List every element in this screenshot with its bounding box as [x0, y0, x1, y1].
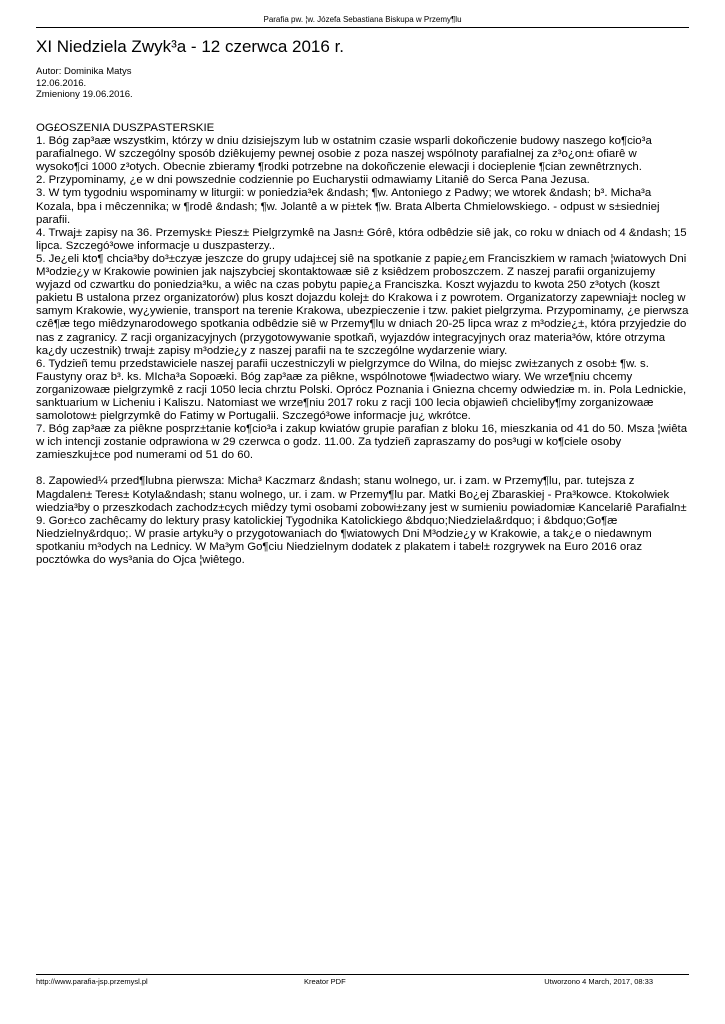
modified-line: Zmieniony 19.06.2016.	[36, 89, 133, 100]
paragraph-gap	[36, 462, 689, 475]
page-title: XI Niedziela Zwyk³a - 12 czerwca 2016 r.	[36, 37, 345, 56]
announcement-item-7: 7. Bóg zap³aæ za piêkne posprz±tanie ko¶cio³a i zakup kwiatów grupie parafian z bloku 16, mieszkania od 41 do 50. Msza ¦wiêta w ich intencji zostanie odprawiona w 29 czerwca o godz. 11.00. Za tydzieñ zapraszamy do pos³ugi w ko¶ciele osoby zamieszkuj±ce pod numerami od 51 do 60.	[36, 423, 688, 462]
announcement-item-8: 8. Zapowied¼ przed¶lubna pierwsza: Micha³ Kaczmarz &ndash; stanu wolnego, ur. i zam. w Przemy¶lu, par. tutejsza z Magdalen± Teres± Kotyla&ndash; stanu wolnego, ur. i zam. w Przemy¶lu par. Matki Bo¿ej Zbaraskiej - Pra³kowce. Ktokolwiek wiedzia³by o przeszkodach zachodz±cych miêdzy tymi osobami zobowi±zany jest w sumieniu powiadomiæ Kancelariê Parafialn±	[36, 475, 687, 514]
announcement-item-3: 3. W tym tygodniu wspominamy w liturgii: w poniedzia³ek &ndash; ¶w. Antoniego z Padwy; we wtorek &ndash; b³. Micha³a Kozala, bpa i mêczennika; w ¶rodê &ndash; ¶w. Jolantê a w pi±tek ¶w. Brata Alberta Chmielowskiego. - odpust w s±siedniej parafii.	[36, 187, 660, 226]
footer-generator: Kreator PDF	[304, 977, 346, 986]
announcements-body	[36, 122, 689, 567]
announcements-heading: OG£OSZENIA DUSZPASTERSKIE	[36, 122, 215, 134]
announcement-item-5: 5. Je¿eli kto¶ chcia³by do³±czyæ jeszcze do grupy udaj±cej siê na spotkanie z papie¿em Franciszkiem w ramach ¦wiatowych Dni M³odzie¿y w Krakowie powinien jak najszybciej skontaktowaæ siê z ksiêdzem proboszczem. Z naszej parafii organizujemy wyjazd od czwartku do poniedzia³ku, a wiêc na czas pobytu papie¿a Franciszka. Koszt wyjazdu to kwota 250 z³otych (koszt pakietu B ustalona przez organizatorów) plus koszt dojazdu kolej± do Krakowa i z powrotem. Organizatorzy zapewniaj± nocleg w samym Krakowie, wy¿ywienie, transport na terenie Krakowa, ubezpieczenie i tzw. pakiet pielgrzyma. Przypominamy, ¿e pierwsza czê¶æ tego miêdzynarodowego spotkania odbêdzie siê w Przemy¶lu w dniach 20-25 lipca wraz z m³odzie¿±, która przyjedzie do nas z zagranicy. Z racji organizacyjnych (przygotowywanie spotkañ, wyjazdów integracyjnych oraz materia³ów, które otrzyma ka¿dy uczestnik) trwaj± zapisy m³odzie¿y z naszej parafii na te szczególne wydarzenie wiary.	[36, 252, 689, 357]
page-footer	[36, 977, 689, 987]
footer-created-date: Utworzono 4 March, 2017, 08:33	[544, 977, 653, 986]
announcement-item-4: 4. Trwaj± zapisy na 36. Przemysk± Piesz± Pielgrzymkê na Jasn± Górê, która odbêdzie siê jak, co roku w dniach od 4 &ndash; 15 lipca. Szczegó³owe informacje u duszpasterzy..	[36, 226, 687, 252]
article-meta	[36, 66, 689, 101]
header-rule	[36, 27, 689, 28]
footer-rule	[36, 974, 689, 975]
footer-url-link[interactable]: http://www.parafia-jsp.przemysl.pl	[36, 977, 148, 986]
announcement-item-2: 2. Przypominamy, ¿e w dni powszednie codziennie po Eucharystii odmawiamy Litaniê do Serca Pana Jezusa.	[36, 174, 590, 187]
running-head: Parafia pw. ¦w. Józefa Sebastiana Biskupa w Przemy¶lu	[263, 15, 462, 24]
announcement-item-6: 6. Tydzieñ temu przedstawiciele naszej parafii uczestniczyli w pielgrzymce do Wilna, do miejsc zwi±zanych z osob± ¶w. s. Faustyny oraz b³. ks. MIcha³a Sopoæki. Bóg zap³aæ za piêkne, wspólnotowe ¶wiadectwo wiary. We wrze¶niu chcemy zorganizowaæ pielgrzymkê z racji 1050 lecia chrztu Polski. Oprócz Poznania i Gniezna chcemy odwiedziæ m. in. Pola Lednickie, sanktuarium w Licheniu i Kaliszu. Natomiast we wrze¶niu 2017 roku z racji 100 lecia objawieñ chcieliby¶my zorganizowaæ samolotow± pielgrzymkê do Fatimy w Portugalii. Szczegó³owe informacje ju¿ wkrótce.	[36, 357, 687, 423]
date-line: 12.06.2016.	[36, 77, 87, 89]
announcement-item-9: 9. Gor±co zachêcamy do lektury prasy katolickiej Tygodnika Katolickiego &bdquo;Niedziela&rdquo; i &bdquo;Go¶æ Niedzielny&rdquo;. W prasie artyku³y o przygotowaniach do ¶wiatowych Dni M³odzie¿y w Krakowie, a tak¿e o niedawnym spotkaniu m³odych na Lednicy. W Ma³ym Go¶ciu Niedzielnym dodatek z plakatem i tabel± rozgrywek na Euro 2016 oraz pocztówka do wys³ania do Ojca ¦wiêtego.	[36, 514, 652, 566]
announcement-item-1: 1. Bóg zap³aæ wszystkim, którzy w dniu dzisiejszym lub w ostatnim czasie wsparli dokoñczenie budowy naszego ko¶cio³a parafialnego. W szczególny sposób dziêkujemy pewnej osobie z poza naszej wspólnoty parafialnej za z³o¿on± ofiarê w wysoko¶ci 1000 z³otych. Obecnie zbieramy ¶rodki potrzebne na dokoñczenie elewacji i docieplenie ¶cian zewnêtrznych.	[36, 135, 652, 174]
author-line: Autor: Dominika Matys	[36, 66, 132, 77]
